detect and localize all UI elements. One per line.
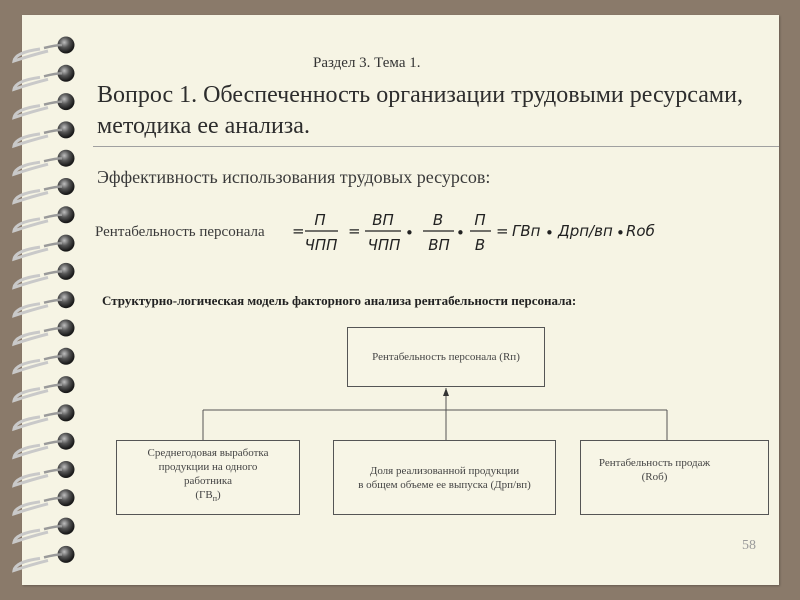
box-average-output-line: продукции на одного xyxy=(158,461,258,473)
box-average-output-line: Среднегодовая выработка xyxy=(147,447,269,459)
profitability-formula xyxy=(280,205,680,261)
fraction-1-numerator: ВП xyxy=(372,211,394,229)
title-divider xyxy=(93,146,779,147)
model-heading: Структурно-логическая модель факторного анализа рентабельности персонала: xyxy=(102,293,577,308)
fraction-0-denominator: ЧПП xyxy=(304,236,338,254)
fraction-2-numerator: В xyxy=(432,211,444,229)
result-term-1: Дрп/вп xyxy=(558,222,613,240)
slide-title: Вопрос 1. Обеспеченность организации трудовыми ресурсами, методика ее анализа. xyxy=(97,82,743,139)
result-term-0: ГВп xyxy=(512,222,541,240)
formula-label: Рентабельность персонала xyxy=(95,224,265,240)
box-sold-share xyxy=(333,440,556,515)
page-number: 58 xyxy=(742,538,756,553)
box-average-output-line: работника xyxy=(184,475,232,487)
fraction-0-numerator: П xyxy=(314,211,326,229)
box-sales-profitability xyxy=(580,440,769,515)
box-average-output-symbol: $(ГВ_п)$ xyxy=(195,489,221,504)
section-label: Раздел 3. Тема 1. xyxy=(313,55,421,71)
fraction-1-denominator: ЧПП xyxy=(367,236,401,254)
fraction-3-denominator: В xyxy=(474,236,486,254)
fraction-2-denominator: ВП xyxy=(428,236,450,254)
subtitle: Эффективность использования трудовых ресурсов: xyxy=(97,167,491,187)
box-average-output xyxy=(116,440,300,515)
fraction-3-numerator: П xyxy=(474,211,486,229)
box-sold-share-line: Доля реализованной продукции xyxy=(369,465,520,477)
result-dot-0: • xyxy=(545,224,554,242)
formula-eq-1: = xyxy=(348,222,361,240)
formula-eq-0: = xyxy=(292,222,305,240)
formula-eq-2: = xyxy=(496,222,509,240)
formula-dot-1: • xyxy=(456,224,465,242)
result-term-2: Rоб xyxy=(626,222,655,240)
box-sales-profitability-line: (Rоб) xyxy=(641,471,668,483)
box-sold-share-line: в общем объеме ее выпуска (Дрп/вп) xyxy=(358,479,531,491)
formula-dot-0: • xyxy=(405,224,414,242)
box-sales-profitability-line: Рентабельность продаж xyxy=(598,457,711,469)
result-dot-1: • xyxy=(616,224,625,242)
box-personnel-profitability-label: Рентабельность персонала (Rп) xyxy=(372,351,520,363)
box-personnel-profitability xyxy=(347,327,545,387)
